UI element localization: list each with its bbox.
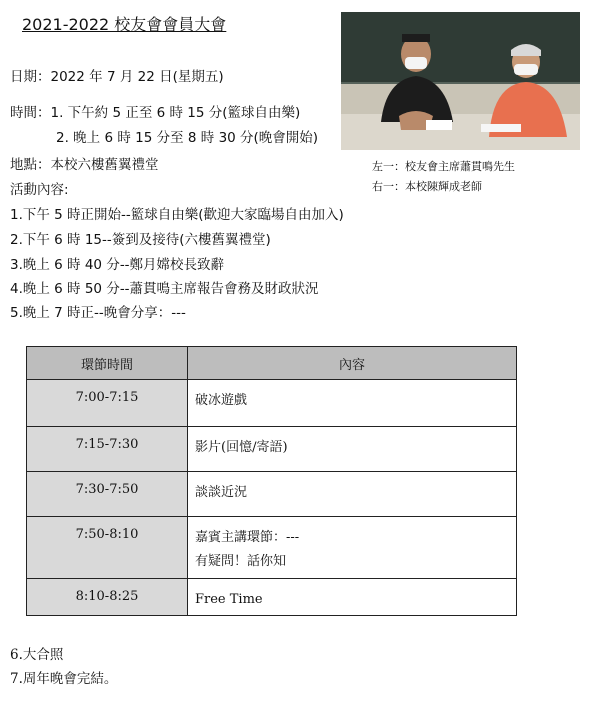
row-time: 8:10-8:25	[27, 579, 188, 616]
content-line: 嘉賓主講環節：---	[195, 530, 300, 545]
content-line: 破冰遊戲	[195, 393, 248, 408]
photo	[341, 12, 580, 150]
activity-item: 3.晚上 6 時 40 分--鄭月嫦校長致辭	[10, 257, 225, 273]
time-line-2: 2. 晚上 6 時 15 分至 8 時 30 分(晚會開始)	[56, 130, 319, 146]
activity-item: 5.晚上 7 時正--晚會分享：---	[10, 305, 186, 321]
table-row	[27, 517, 517, 579]
page-title: 2021-2022 校友會會員大會	[22, 15, 227, 34]
content-line: 有疑問！話你知	[195, 554, 287, 569]
table-header-row	[27, 347, 517, 380]
table-row	[27, 427, 517, 472]
row-content	[188, 472, 517, 517]
content-line: 影片(回憶/寄語)	[195, 440, 288, 455]
header-time: 環節時間	[27, 347, 188, 380]
row-time: 7:00-7:15	[27, 380, 188, 427]
photo-caption-right: 右一：本校陳輝成老師	[372, 180, 482, 193]
table-row	[27, 472, 517, 517]
content-line: Free Time	[195, 592, 263, 607]
row-content	[188, 517, 517, 579]
closing-item: 7.周年晚會完結。	[10, 671, 118, 687]
date-line: 日期：2022 年 7 月 22 日(星期五)	[10, 69, 224, 85]
schedule-table	[26, 346, 517, 616]
photo-caption-left: 左一：校友會主席蕭貫鳴先生	[372, 160, 515, 173]
activity-item: 1.下午 5 時正開始--籃球自由樂(歡迎大家臨場自由加入)	[10, 207, 344, 223]
row-time: 7:30-7:50	[27, 472, 188, 517]
table-row	[27, 380, 517, 427]
content-line: 談談近況	[195, 485, 248, 500]
row-time: 7:50-8:10	[27, 517, 188, 579]
venue-line: 地點：本校六樓舊翼禮堂	[10, 157, 159, 173]
activity-item: 4.晚上 6 時 50 分--蕭貫鳴主席報告會務及財政狀況	[10, 281, 319, 297]
row-content	[188, 427, 517, 472]
closing-item: 6.大合照	[10, 647, 64, 663]
row-content	[188, 380, 517, 427]
row-time: 7:15-7:30	[27, 427, 188, 472]
table-row	[27, 579, 517, 616]
row-content	[188, 579, 517, 616]
activity-item: 2.下午 6 時 15--簽到及接待(六樓舊翼禮堂)	[10, 232, 271, 248]
photo-image	[341, 12, 580, 150]
header-content: 內容	[188, 347, 517, 380]
time-line-1: 時間：1. 下午約 5 正至 6 時 15 分(籃球自由樂)	[10, 105, 301, 121]
activities-heading: 活動內容:	[10, 182, 69, 198]
